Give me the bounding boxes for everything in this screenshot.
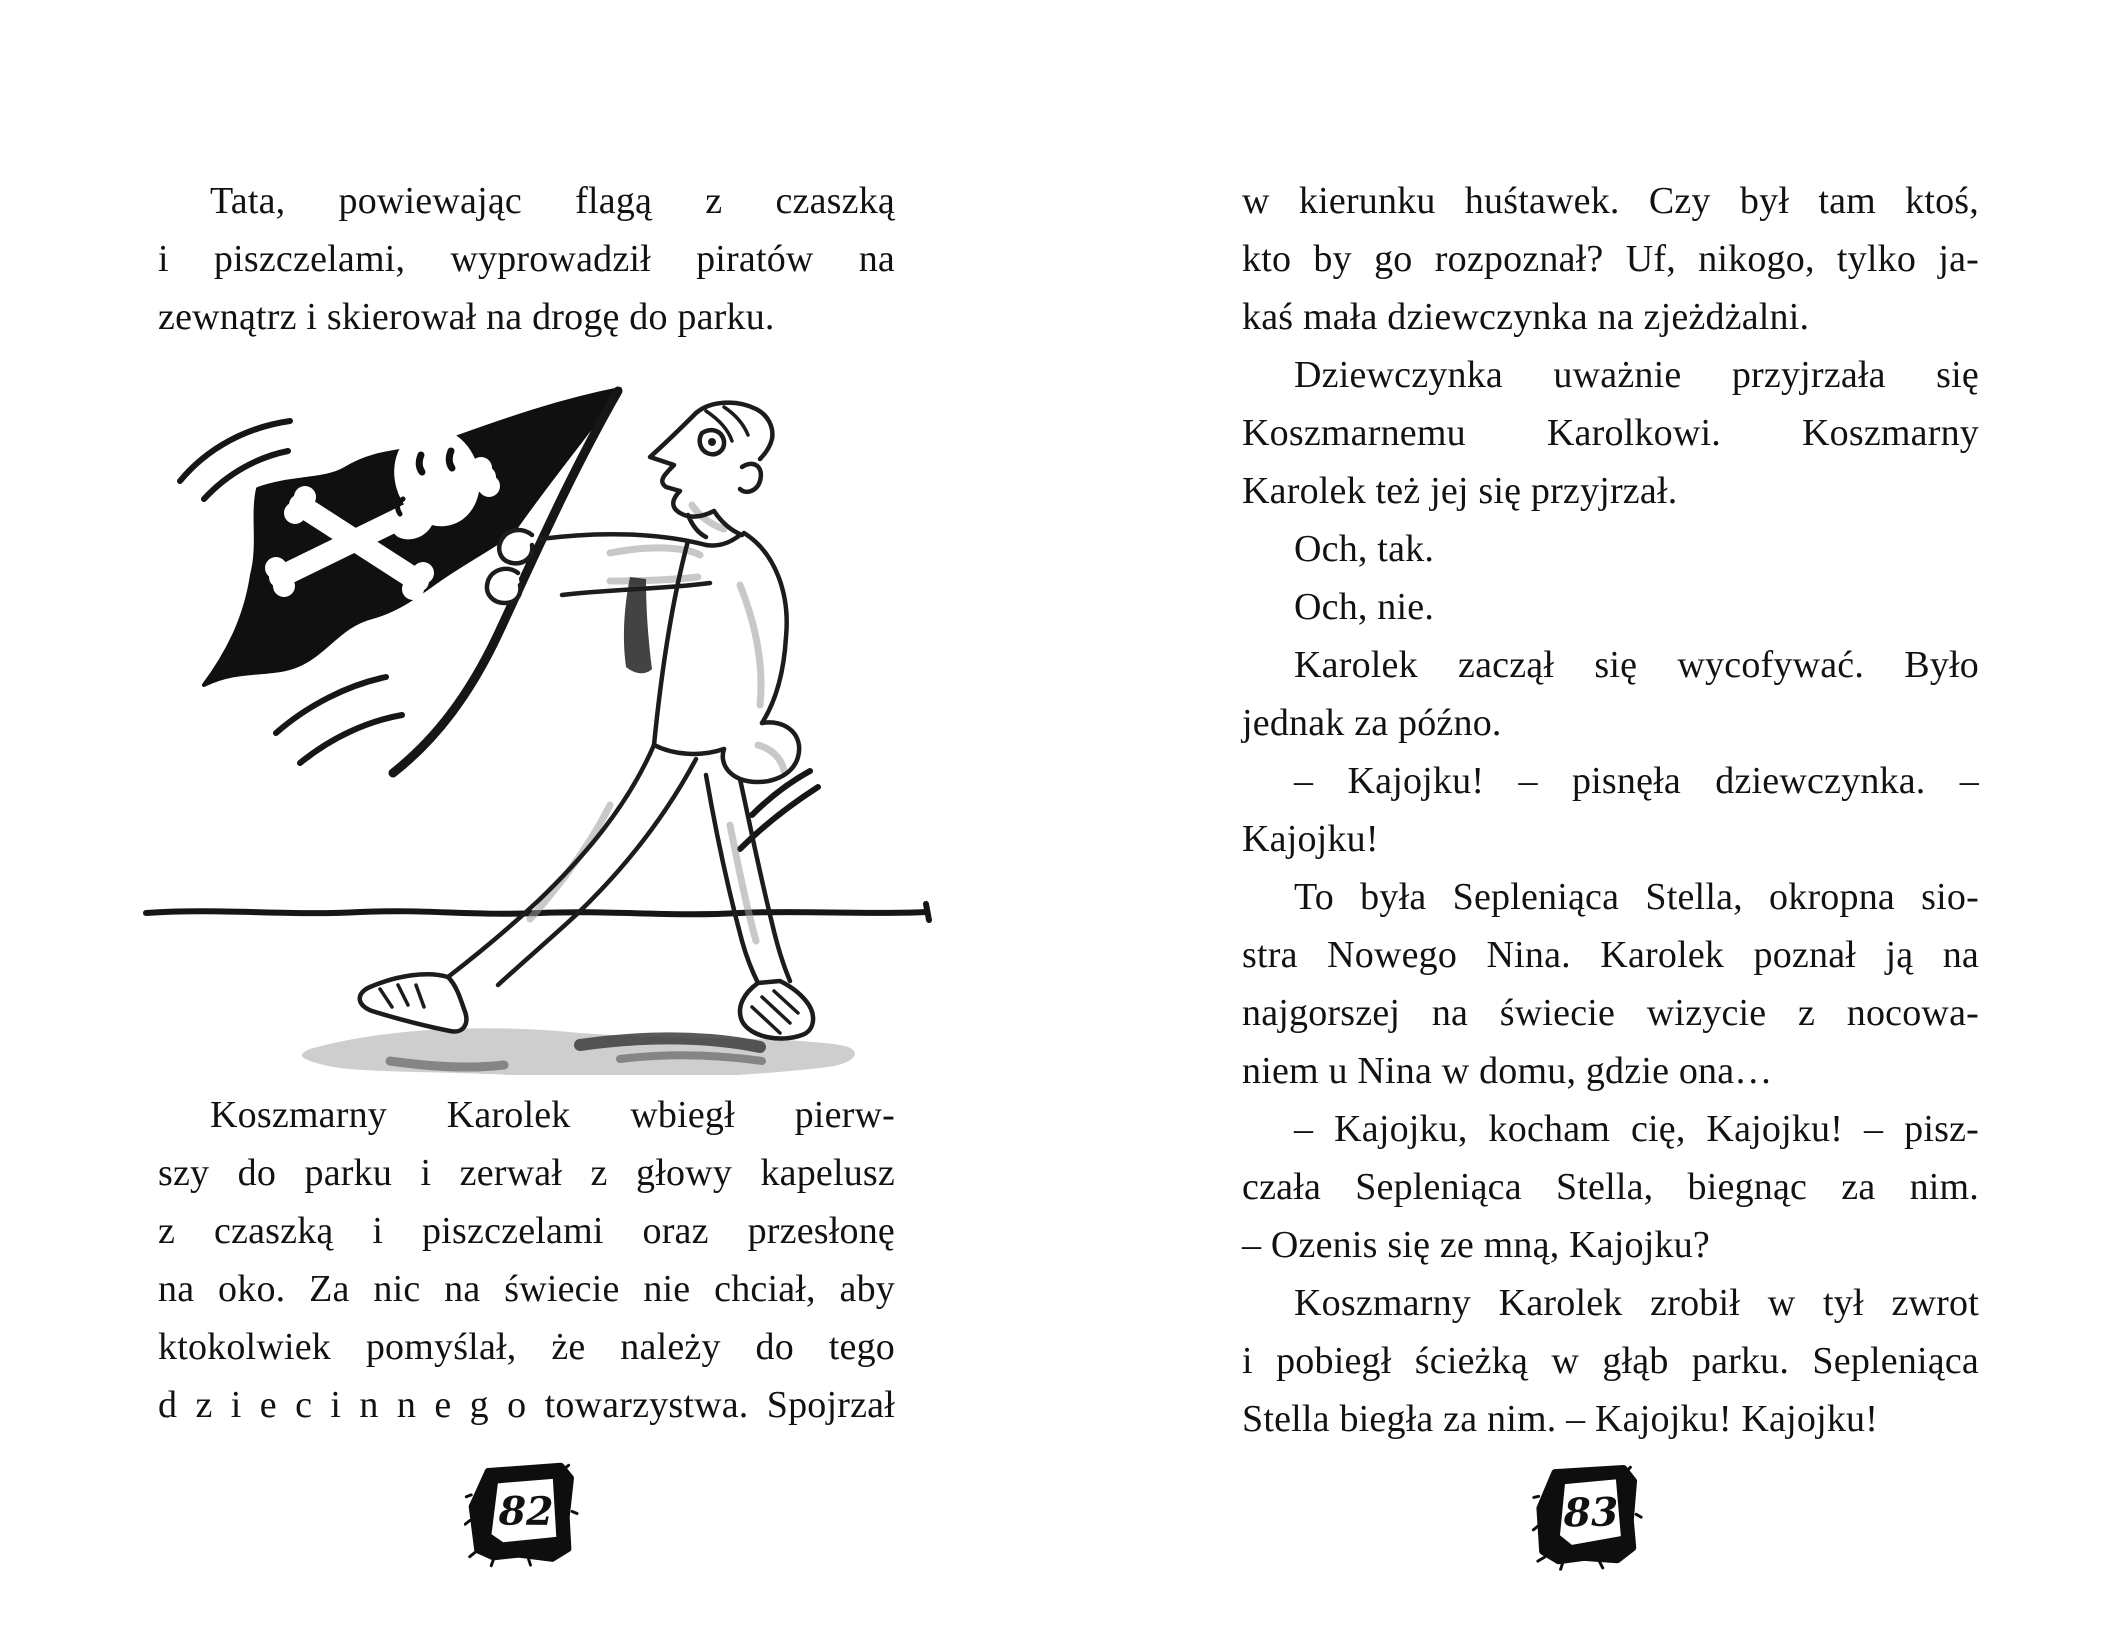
text-line: na oko. Za nic na świecie nie chciał, aby: [158, 1268, 895, 1310]
paragraph: [1242, 1100, 1979, 1274]
text-line: szy do parku i zerwał z głowy kapelusz: [158, 1152, 895, 1194]
paragraph: [1242, 636, 1979, 752]
text-line: To była Sepleniąca Stella, okropna sio-: [1294, 876, 1979, 918]
text-line: – Kajojku, kocham cię, Kajojku! – pisz-: [1294, 1108, 1979, 1150]
page-number-right: 83: [1563, 1489, 1619, 1537]
paragraph: [1242, 172, 1979, 346]
paragraph: [1242, 868, 1979, 1100]
text-line: z czaszką i piszczelami oraz przesłonę: [158, 1210, 895, 1252]
text-line: ktokolwiek pomyślał, że należy do tego: [158, 1326, 895, 1368]
text-line: kto by go rozpoznał? Uf, nikogo, tylko ja-: [1242, 238, 1979, 280]
paragraph: [1242, 752, 1979, 868]
text-line: Koszmarnemu Karolkowi. Koszmarny: [1242, 412, 1979, 454]
text-line: – Kajojku! – pisnęła dziewczynka. –: [1294, 760, 1979, 802]
illustration-canvas: [140, 385, 940, 1075]
text-line: Och, tak.: [1294, 528, 1435, 570]
dad-with-pirate-flag-illustration: [140, 385, 940, 1075]
text-line: stra Nowego Nina. Karolek poznał ją na: [1242, 934, 1979, 976]
text-line: kaś mała dziewczynka na zjeżdżalni.: [1242, 296, 1810, 338]
page-number-frame-right: [1529, 1463, 1659, 1571]
text-line: Koszmarny Karolek wbiegł pierw-: [210, 1094, 895, 1136]
text-line: – Ozenis się ze mną, Kajojku?: [1242, 1224, 1710, 1266]
page-number-left: 82: [498, 1488, 554, 1536]
text-line: Dziewczynka uważnie przyjrzała się: [1294, 354, 1979, 396]
text-line: i piszczelami, wyprowadził piratów na: [158, 238, 895, 280]
left-page-top-text: [158, 172, 895, 346]
text-line: zewnątrz i skierował na drogę do parku.: [158, 296, 775, 338]
text-line: w kierunku huśtawek. Czy był tam ktoś,: [1242, 180, 1979, 222]
paragraph: [158, 172, 895, 346]
text-line: jednak za późno.: [1242, 702, 1502, 744]
right-page-text: [1242, 172, 1979, 1448]
text-line: Och, nie.: [1294, 586, 1435, 628]
text-line: Koszmarny Karolek zrobił w tył zwrot: [1294, 1282, 1979, 1324]
text-line: Kajojku!: [1242, 818, 1379, 860]
left-page-bottom-text: [158, 1086, 895, 1434]
text-line: czała Sepleniąca Stella, biegnąc za nim.: [1242, 1166, 1979, 1208]
paragraph: [1242, 578, 1979, 636]
text-line: Karolek też jej się przyjrzał.: [1242, 470, 1678, 512]
text-line: niem u Nina w domu, gdzie ona…: [1242, 1050, 1773, 1092]
dad-head: [650, 403, 772, 537]
text-line: Tata, powiewając flagą z czaszką: [210, 180, 895, 222]
text-line: Stella biegła za nim. – Kajojku! Kajojku!: [1242, 1398, 1879, 1440]
text-line: Karolek zaczął się wycofywać. Było: [1294, 644, 1979, 686]
text-line: i pobiegł ścieżką w głąb parku. Sepleniąca: [1242, 1340, 1979, 1382]
text-line: najgorszej na świecie wizycie z nocowa-: [1242, 992, 1979, 1034]
paragraph: [1242, 1274, 1979, 1448]
text-line: d z i e c i n n e g o towarzystwa. Spojrzał: [158, 1384, 895, 1426]
paragraph: [158, 1086, 895, 1434]
page-number-frame-left: [464, 1461, 593, 1568]
paragraph: [1242, 346, 1979, 520]
paragraph: [1242, 520, 1979, 578]
